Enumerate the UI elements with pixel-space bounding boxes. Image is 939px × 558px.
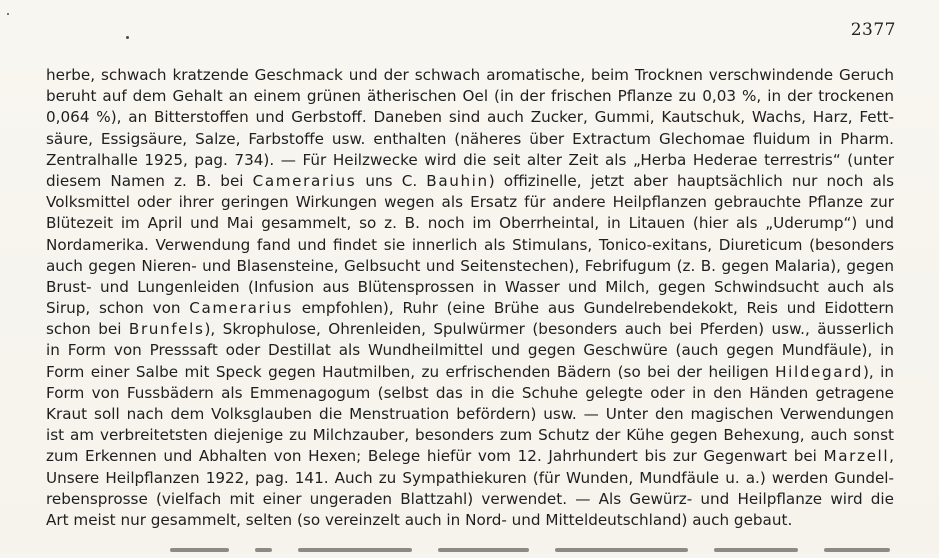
- text-line: in Form von Presssaft oder Destillat als Wundheilmittel und gegen Geschwüre (auch gegen Mundfäule), in: [46, 341, 894, 360]
- text-line: rebensprosse (vielfach mit einer ungeraden Blattzahl) verwendet. — Als Gewürz- und Heilpflanze wird die: [46, 489, 894, 508]
- author-name: Brunfels: [128, 320, 205, 339]
- ink-fragment: [298, 548, 412, 552]
- text-line: herbe, schwach kratzende Geschmack und der schwach aromatische, beim Trocknen verschwindende Geruch: [46, 66, 894, 84]
- author-name: Marzell: [823, 447, 890, 466]
- text-line: Volksmittel oder ihrer geringen Wirkungen wegen als Ersatz für andere Heilpflanzen gebrauchte Pflanze zur: [46, 193, 894, 212]
- text-line: auch gegen Nieren- und Blasensteine, Gelbsucht und Seitenstechen), Febrifugum (z. B. gegen Malaria), gegen: [46, 256, 894, 275]
- text-line: schon bei Brunfels), Skrophulose, Ohrenleiden, Spulwürmer (besonders auch bei Pferden) usw., äusserlich: [46, 320, 894, 339]
- text-line: Kraut soll nach dem Volksglauben die Menstruation befördern) usw. — Unter den magischen Verwendungen: [46, 405, 894, 423]
- author-name: Camerarius: [252, 171, 357, 190]
- text-line: Form einer Salbe mit Speck gegen Hautmilben, zu erfrischenden Bädern (so bei der heiligen Hildegard), in: [46, 362, 894, 381]
- text-line: ist am verbreitetsten diejenige zu Milchzauber, besonders zum Schutz der Kühe gegen Behexung, auch sonst: [46, 426, 894, 445]
- author-name: Bauhin: [426, 171, 489, 190]
- ink-fragment: [438, 548, 529, 552]
- text-line: Form von Fussbädern als Emmenagogum (selbst das in die Schuhe gelegte oder in den Händen getragene: [46, 383, 894, 402]
- text-line: Sirup, schon von Camerarius empfohlen), Ruhr (eine Brühe aus Gundelrebendekokt, Reis und Eidottern: [46, 299, 894, 318]
- text-line: Nordamerika. Verwendung fand und findet sie innerlich als Stimulans, Tonico-exitans, Diureticum (besonders: [46, 235, 894, 254]
- ink-fragment: [170, 548, 229, 552]
- ink-fragment: [255, 548, 272, 552]
- text-line: diesem Namen z. B. bei Camerarius uns C. Bauhin) offizinelle, jetzt aber hauptsächlich nur noch als: [46, 171, 894, 190]
- dust-speck: [7, 13, 9, 15]
- text-line: Brust- und Lungenleiden (Infusion aus Blütensprossen in Wasser und Milch, gegen Schwindsucht auch als: [46, 277, 894, 296]
- body-paragraph: [46, 65, 894, 531]
- text-line: zum Erkennen und Abhalten von Hexen; Belege hiefür vom 12. Jahrhundert bis zur Gegenwart bei Marzell,: [46, 447, 894, 466]
- page-number: 2377: [850, 20, 896, 40]
- dust-speck: [126, 36, 129, 39]
- text-line: Unsere Heilpflanzen 1922, pag. 141. Auch zu Sympathiekuren (für Wunden, Mundfäule u. a.) werden Gundel-: [46, 468, 894, 487]
- text-line: Blütezeit im April und Mai gesammelt, so z. B. noch im Oberrheintal, in Litauen (hier als „Uderump“) und: [46, 214, 894, 233]
- text-line: Art meist nur gesammelt, selten (so vereinzelt auch in Nord- und Mitteldeutschland) auch gebaut.: [46, 510, 793, 529]
- author-name: Hildegard: [775, 362, 863, 381]
- ink-fragment: [824, 548, 890, 552]
- ink-fragment: [555, 548, 688, 552]
- ink-fragment: [714, 548, 798, 552]
- text-line: 0,064 %), an Bitterstoffen und Gerbstoff. Daneben sind auch Zucker, Gummi, Kautschuk, Wachs, Harz, Fett-: [46, 108, 894, 127]
- text-line: Zentralhalle 1925, pag. 734). — Für Heilzwecke wird die seit alter Zeit als „Herba Hederae terrestris“ (unter: [46, 150, 894, 169]
- text-line: säure, Essigsäure, Salze, Farbstoffe usw. enthalten (näheres über Extractum Glechomae fluidum in Pharm.: [46, 129, 894, 148]
- author-name: Camerarius: [189, 299, 293, 318]
- text-line: beruht auf dem Gehalt an einem grünen ätherischen Oel (in der frischen Pflanze zu 0,03 %, in der trockenen: [46, 87, 894, 106]
- cut-off-next-line: [170, 542, 890, 558]
